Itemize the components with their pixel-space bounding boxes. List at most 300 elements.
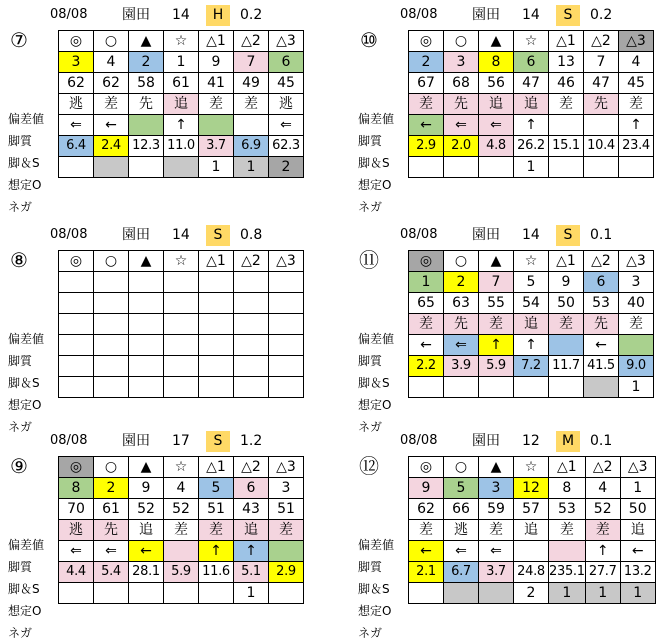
race-panel-r7 — [4, 2, 334, 212]
running-style-cell: 先 — [584, 94, 619, 115]
panel-header — [4, 2, 334, 26]
race-date: 08/08 — [50, 7, 88, 22]
condition-value: 0.8 — [240, 227, 263, 243]
leg-speed-cell — [269, 541, 304, 562]
row-label: ネガ — [8, 200, 33, 214]
mark-cell: △1 — [199, 31, 234, 52]
grid-row-odds — [59, 562, 304, 583]
leg-speed-cell — [584, 115, 619, 136]
expected-odds-cell: 5.9 — [164, 562, 199, 583]
expected-odds-cell: 4.8 — [479, 136, 514, 157]
leg-speed-cell: ← — [409, 115, 444, 136]
leg-speed-cell: ↑ — [619, 115, 654, 136]
grid-row-ls — [59, 115, 304, 136]
deviation-cell: 51 — [269, 499, 304, 520]
mark-cell: ◎ — [59, 31, 94, 52]
panel-header — [4, 428, 334, 452]
row-label: 脚質 — [358, 134, 383, 148]
mark-cell: ▲ — [129, 31, 164, 52]
expected-odds-cell: 23.4 — [619, 136, 654, 157]
running-style-cell: 差 — [269, 520, 304, 541]
mark-cell: ○ — [94, 457, 129, 478]
leg-speed-cell: ↑ — [514, 335, 549, 356]
grid-row-nega — [409, 157, 654, 178]
deviation-cell — [59, 293, 94, 314]
grid-row-marks — [409, 251, 654, 272]
horse-number-cell: 9 — [129, 478, 164, 499]
mark-cell: ◎ — [409, 251, 444, 272]
mark-cell: △1 — [199, 251, 234, 272]
deviation-cell: 52 — [585, 499, 620, 520]
mark-cell: ☆ — [514, 457, 549, 478]
grid-row-ls — [59, 541, 304, 562]
negative-cell — [444, 377, 479, 398]
negative-cell — [94, 157, 129, 178]
expected-odds-cell: 3.7 — [479, 562, 514, 583]
expected-odds-cell: 4.4 — [59, 562, 94, 583]
negative-cell — [129, 583, 164, 604]
negative-cell — [164, 583, 199, 604]
horse-number-cell — [199, 272, 234, 293]
negative-cell — [269, 377, 304, 398]
running-style-cell: 差 — [549, 520, 586, 541]
grid-row-nums — [59, 52, 304, 73]
negative-cell — [59, 377, 94, 398]
expected-odds-cell: 10.4 — [584, 136, 619, 157]
deviation-cell: 49 — [234, 73, 269, 94]
leg-speed-cell: ← — [129, 541, 164, 562]
expected-odds-cell: 5.1 — [234, 562, 269, 583]
negative-cell — [479, 377, 514, 398]
mark-cell: ☆ — [164, 457, 199, 478]
track-condition-badge: S — [206, 431, 230, 452]
negative-cell — [409, 377, 444, 398]
running-style-cell — [164, 314, 199, 335]
horse-number-cell: 12 — [514, 478, 549, 499]
negative-cell — [164, 157, 199, 178]
leg-speed-cell: ↑ — [585, 541, 620, 562]
expected-odds-cell: 2.2 — [409, 356, 444, 377]
leg-speed-cell: ⇐ — [479, 115, 514, 136]
deviation-cell: 62 — [409, 499, 444, 520]
running-style-cell: 差 — [619, 314, 654, 335]
horse-number-cell: 2 — [129, 52, 164, 73]
negative-cell — [129, 157, 164, 178]
venue-name: 園田 — [472, 227, 500, 243]
panel-header — [4, 222, 334, 246]
track-condition-badge: M — [556, 431, 580, 452]
mark-cell: △1 — [549, 457, 586, 478]
expected-odds-cell: 2.9 — [269, 562, 304, 583]
horse-number-cell: 9 — [409, 478, 444, 499]
grid-row-nums — [59, 478, 304, 499]
leg-speed-cell: ← — [94, 115, 129, 136]
horse-number-cell: 8 — [549, 478, 586, 499]
row-label: 偏差値 — [358, 112, 395, 126]
deviation-cell: 67 — [409, 73, 444, 94]
running-style-cell: 先 — [444, 94, 479, 115]
running-style-cell: 差 — [549, 314, 584, 335]
deviation-cell: 68 — [444, 73, 479, 94]
expected-odds-cell: 26.2 — [514, 136, 549, 157]
negative-cell: 2 — [514, 583, 549, 604]
leg-speed-cell: ← — [409, 335, 444, 356]
expected-odds-cell: 12.3 — [129, 136, 164, 157]
runner-count: 14 — [522, 7, 540, 23]
leg-speed-cell — [234, 335, 269, 356]
negative-cell — [234, 377, 269, 398]
running-style-cell: 先 — [444, 314, 479, 335]
leg-speed-cell — [199, 335, 234, 356]
leg-speed-cell: ⇐ — [444, 541, 479, 562]
grid-row-nums — [409, 478, 656, 499]
row-label: ネガ — [8, 420, 33, 434]
mark-cell: ▲ — [479, 251, 514, 272]
runner-count: 17 — [172, 433, 190, 449]
condition-value: 0.2 — [240, 7, 263, 23]
row-label: 脚質 — [358, 560, 383, 574]
leg-speed-cell: ← — [620, 541, 655, 562]
deviation-cell — [129, 293, 164, 314]
expected-odds-cell — [94, 356, 129, 377]
deviation-cell — [199, 293, 234, 314]
condition-value: 1.2 — [240, 433, 263, 449]
panel-header — [354, 222, 668, 246]
expected-odds-cell: 11.0 — [164, 136, 199, 157]
grid-row-style — [59, 94, 304, 115]
running-style-cell — [269, 314, 304, 335]
mark-cell: ◎ — [59, 457, 94, 478]
expected-odds-cell: 2.4 — [94, 136, 129, 157]
race-date: 08/08 — [50, 433, 88, 448]
horse-number-cell: 3 — [269, 478, 304, 499]
deviation-cell: 50 — [549, 293, 584, 314]
race-date: 08/08 — [50, 227, 88, 242]
negative-cell — [549, 377, 584, 398]
running-style-cell: 差 — [164, 520, 199, 541]
negative-cell — [479, 157, 514, 178]
horse-number-cell: 5 — [199, 478, 234, 499]
deviation-cell: 52 — [164, 499, 199, 520]
grid-row-style — [59, 314, 304, 335]
leg-speed-cell — [199, 115, 234, 136]
negative-cell: 1 — [199, 157, 234, 178]
mark-cell: △2 — [584, 251, 619, 272]
grid-row-style — [409, 94, 654, 115]
negative-cell — [584, 377, 619, 398]
negative-cell — [129, 377, 164, 398]
condition-value: 0.1 — [590, 433, 613, 449]
leg-speed-cell: ⇐ — [269, 115, 304, 136]
deviation-cell: 47 — [584, 73, 619, 94]
running-style-cell: 追 — [514, 520, 549, 541]
race-panel-r12 — [354, 428, 668, 638]
mark-cell: ○ — [94, 251, 129, 272]
expected-odds-cell: 41.5 — [584, 356, 619, 377]
grid-row-odds — [409, 562, 656, 583]
mark-cell: ☆ — [164, 31, 199, 52]
leg-speed-cell — [269, 335, 304, 356]
expected-odds-cell: 235.1 — [549, 562, 586, 583]
negative-cell — [94, 377, 129, 398]
horse-number-cell — [129, 272, 164, 293]
row-label: 偏差値 — [8, 538, 45, 552]
expected-odds-cell: 6.9 — [234, 136, 269, 157]
deviation-cell: 55 — [479, 293, 514, 314]
grid-row-nega — [409, 377, 654, 398]
negative-cell — [444, 583, 479, 604]
negative-cell: 1 — [549, 583, 586, 604]
track-condition-badge: S — [556, 5, 580, 26]
grid-row-marks — [409, 457, 656, 478]
leg-speed-cell — [234, 115, 269, 136]
running-style-cell — [59, 314, 94, 335]
mark-cell: △3 — [269, 31, 304, 52]
row-label: 脚質 — [8, 134, 33, 148]
deviation-cell: 61 — [94, 499, 129, 520]
leg-speed-cell: ↑ — [514, 115, 549, 136]
venue-name: 園田 — [122, 7, 150, 23]
leg-speed-cell — [164, 541, 199, 562]
expected-odds-cell — [129, 356, 164, 377]
mark-cell: ☆ — [514, 251, 549, 272]
mark-cell: ○ — [444, 457, 479, 478]
horse-number-cell: 9 — [199, 52, 234, 73]
condition-value: 0.2 — [590, 7, 613, 23]
running-style-cell: 逃 — [59, 520, 94, 541]
runner-count: 14 — [172, 7, 190, 23]
venue-name: 園田 — [122, 433, 150, 449]
race-date: 08/08 — [400, 7, 438, 22]
grid-row-nums — [409, 272, 654, 293]
running-style-cell: 追 — [514, 314, 549, 335]
expected-odds-cell — [269, 356, 304, 377]
expected-odds-cell: 2.0 — [444, 136, 479, 157]
expected-odds-cell — [234, 356, 269, 377]
prediction-grid — [58, 456, 304, 604]
leg-speed-cell: ⇐ — [444, 115, 479, 136]
expected-odds-cell: 9.0 — [619, 356, 654, 377]
negative-cell — [94, 583, 129, 604]
race-date: 08/08 — [400, 227, 438, 242]
leg-speed-cell: ← — [409, 541, 444, 562]
running-style-cell: 差 — [479, 520, 514, 541]
deviation-cell: 62 — [59, 73, 94, 94]
running-style-cell — [199, 314, 234, 335]
deviation-cell: 45 — [619, 73, 654, 94]
grid-row-style — [409, 520, 656, 541]
row-label: 想定O — [8, 178, 42, 192]
running-style-cell — [234, 314, 269, 335]
row-label: 脚質 — [8, 560, 33, 574]
row-label: 脚＆S — [8, 376, 40, 390]
grid-row-ls — [409, 541, 656, 562]
running-style-cell: 追 — [164, 94, 199, 115]
horse-number-cell — [164, 272, 199, 293]
leg-speed-cell: ⇐ — [444, 335, 479, 356]
mark-cell: △1 — [549, 251, 584, 272]
grid-row-nega — [409, 583, 656, 604]
deviation-cell: 54 — [514, 293, 549, 314]
race-panel-r9 — [4, 428, 334, 638]
leg-speed-cell: ↑ — [164, 115, 199, 136]
deviation-cell: 53 — [584, 293, 619, 314]
horse-number-cell: 3 — [479, 478, 514, 499]
horse-number-cell: 6 — [234, 478, 269, 499]
grid-row-ls — [409, 335, 654, 356]
leg-speed-cell: ⇐ — [59, 115, 94, 136]
running-style-cell: 逃 — [444, 520, 479, 541]
expected-odds-cell: 6.4 — [59, 136, 94, 157]
track-condition-badge: S — [556, 225, 580, 246]
mark-cell: △2 — [234, 31, 269, 52]
horse-number-cell: 4 — [619, 52, 654, 73]
runner-count: 14 — [522, 227, 540, 243]
expected-odds-cell: 62.3 — [269, 136, 304, 157]
row-label: 脚質 — [358, 354, 383, 368]
horse-number-cell: 6 — [514, 52, 549, 73]
prediction-grid — [408, 250, 654, 398]
running-style-cell: 逃 — [59, 94, 94, 115]
expected-odds-cell: 2.1 — [409, 562, 444, 583]
leg-speed-cell — [549, 541, 586, 562]
horse-number-cell: 1 — [409, 272, 444, 293]
negative-cell — [59, 583, 94, 604]
mark-cell: ▲ — [129, 251, 164, 272]
grid-row-ls — [59, 335, 304, 356]
row-label: 脚＆S — [8, 582, 40, 596]
negative-cell — [479, 583, 514, 604]
leg-speed-cell: ⇐ — [94, 541, 129, 562]
row-label: 偏差値 — [8, 332, 45, 346]
row-label: 脚＆S — [358, 156, 390, 170]
horse-number-cell — [59, 272, 94, 293]
horse-number-cell: 8 — [59, 478, 94, 499]
negative-cell — [199, 377, 234, 398]
deviation-cell: 52 — [129, 499, 164, 520]
negative-cell: 1 — [619, 377, 654, 398]
deviation-cell: 61 — [164, 73, 199, 94]
expected-odds-cell: 3.7 — [199, 136, 234, 157]
prediction-grid — [408, 30, 654, 178]
mark-cell: △2 — [585, 457, 620, 478]
expected-odds-cell: 28.1 — [129, 562, 164, 583]
horse-number-cell — [94, 272, 129, 293]
row-label: 想定O — [8, 604, 42, 618]
track-condition-badge: H — [206, 5, 230, 26]
horse-number-cell — [234, 272, 269, 293]
grid-row-ls — [409, 115, 654, 136]
mark-cell: ◎ — [409, 31, 444, 52]
running-style-cell: 差 — [549, 94, 584, 115]
mark-cell: △3 — [620, 457, 655, 478]
horse-number-cell: 6 — [269, 52, 304, 73]
expected-odds-cell: 7.2 — [514, 356, 549, 377]
running-style-cell: 先 — [584, 314, 619, 335]
grid-row-dev — [409, 73, 654, 94]
expected-odds-cell: 27.7 — [585, 562, 620, 583]
grid-row-marks — [409, 31, 654, 52]
expected-odds-cell: 15.1 — [549, 136, 584, 157]
negative-cell: 1 — [585, 583, 620, 604]
horse-number-cell: 5 — [514, 272, 549, 293]
negative-cell — [269, 583, 304, 604]
running-style-cell: 先 — [129, 94, 164, 115]
horse-number-cell: 5 — [444, 478, 479, 499]
track-condition-badge: S — [206, 225, 230, 246]
leg-speed-cell — [59, 335, 94, 356]
expected-odds-cell — [199, 356, 234, 377]
prediction-grid — [408, 456, 656, 604]
deviation-cell: 62 — [94, 73, 129, 94]
mark-cell: △2 — [584, 31, 619, 52]
mark-cell: ○ — [444, 251, 479, 272]
grid-row-nega — [59, 583, 304, 604]
deviation-cell: 57 — [514, 499, 549, 520]
negative-cell: 1 — [620, 583, 655, 604]
grid-row-dev — [59, 73, 304, 94]
deviation-cell: 59 — [479, 499, 514, 520]
deviation-cell: 47 — [514, 73, 549, 94]
row-label: ネガ — [358, 626, 383, 640]
prediction-grid — [58, 250, 304, 398]
deviation-cell: 70 — [59, 499, 94, 520]
leg-speed-cell: ↑ — [234, 541, 269, 562]
prediction-grid — [58, 30, 304, 178]
mark-cell: ▲ — [479, 457, 514, 478]
venue-name: 園田 — [472, 7, 500, 23]
expected-odds-cell: 11.6 — [199, 562, 234, 583]
horse-number-cell: 9 — [549, 272, 584, 293]
running-style-cell — [94, 314, 129, 335]
expected-odds-cell: 2.9 — [409, 136, 444, 157]
negative-cell — [59, 157, 94, 178]
mark-cell: ◎ — [59, 251, 94, 272]
mark-cell: △3 — [269, 251, 304, 272]
race-number: ⑦ — [10, 28, 28, 52]
mark-cell: ▲ — [129, 457, 164, 478]
runner-count: 14 — [172, 227, 190, 243]
negative-cell — [549, 157, 584, 178]
negative-cell — [199, 583, 234, 604]
running-style-cell: 追 — [514, 94, 549, 115]
running-style-cell: 差 — [199, 520, 234, 541]
running-style-cell: 追 — [479, 94, 514, 115]
row-label: ネガ — [358, 420, 383, 434]
expected-odds-cell: 24.8 — [514, 562, 549, 583]
race-number: ⑧ — [10, 248, 28, 272]
expected-odds-cell: 5.9 — [479, 356, 514, 377]
row-label: 想定O — [358, 604, 392, 618]
deviation-cell: 50 — [620, 499, 655, 520]
negative-cell — [514, 377, 549, 398]
leg-speed-cell: ↑ — [479, 335, 514, 356]
leg-speed-cell — [129, 335, 164, 356]
leg-speed-cell — [549, 115, 584, 136]
leg-speed-cell — [129, 115, 164, 136]
leg-speed-cell — [619, 335, 654, 356]
row-label: 想定O — [8, 398, 42, 412]
race-panel-r11 — [354, 222, 668, 432]
grid-row-odds — [59, 356, 304, 377]
mark-cell: △3 — [269, 457, 304, 478]
horse-number-cell: 7 — [584, 52, 619, 73]
running-style-cell: 逃 — [269, 94, 304, 115]
mark-cell: ◎ — [409, 457, 444, 478]
expected-odds-cell — [164, 356, 199, 377]
running-style-cell — [129, 314, 164, 335]
grid-row-marks — [59, 251, 304, 272]
